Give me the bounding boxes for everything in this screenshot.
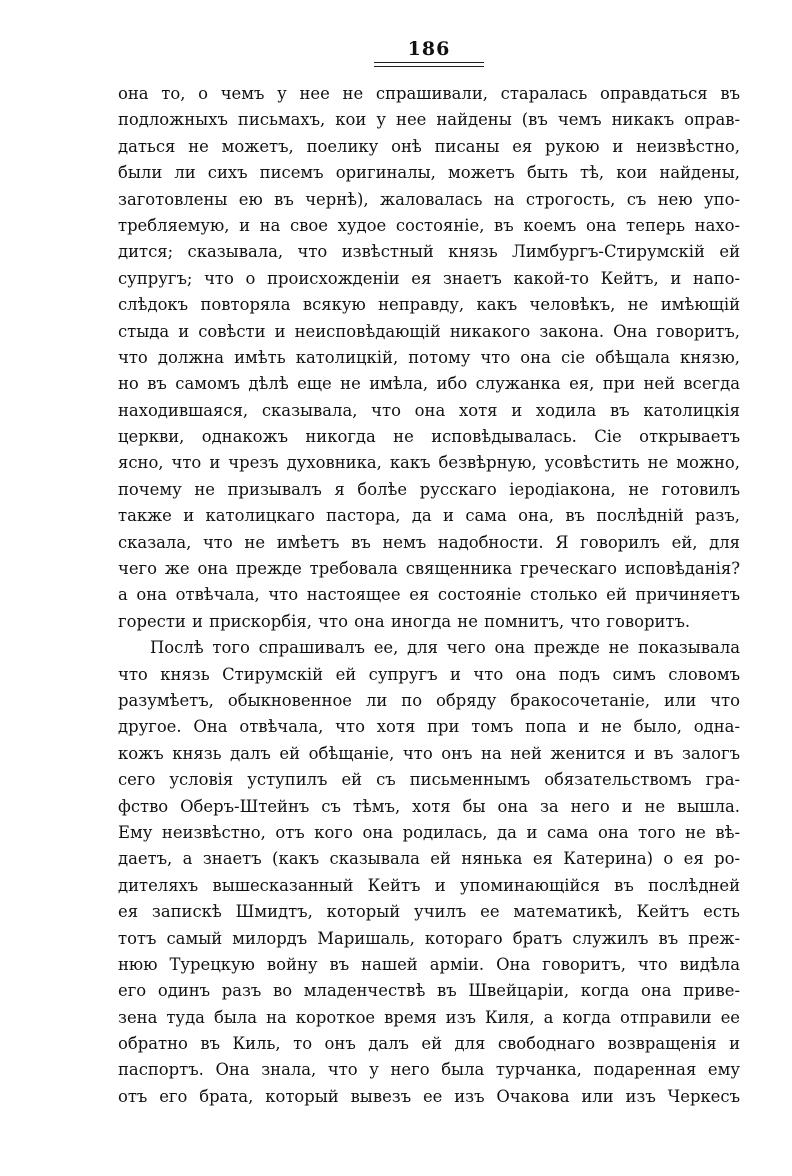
text-line: она то, о чемъ у нее не спрашивали, старалась оправдаться въ: [118, 84, 740, 103]
text-line: были ли сихъ писемъ оригиналы, можетъ быть тѣ, кои найдены,: [118, 163, 740, 183]
text-line: стыда и совѣсти и неисповѣдающій никакого закона. Она говоритъ,: [118, 321, 740, 341]
text-line: требляемую, и на свое худое состояніе, въ коемъ она теперь нахо-: [118, 215, 740, 235]
text-line: другое. Она отвѣчала, что хотя при томъ попа и не было, одна-: [118, 717, 740, 737]
text-line: слѣдокъ повторяла всякую неправду, какъ человѣкъ, не имѣющій: [118, 295, 740, 315]
text-line: почему не призывалъ я болѣе русскаго іеродіакона, не готовилъ: [118, 479, 740, 499]
text-line: даться не можетъ, поелику онѣ писаны ея рукою и неизвѣстно,: [118, 136, 740, 156]
body-text: [118, 81, 740, 1110]
text-line: дится; сказывала, что извѣстный князь Лимбургъ-Стирумскій ей: [118, 242, 740, 262]
text-line: также и католицкаго пастора, да и сама она, въ послѣдній разъ,: [118, 506, 740, 526]
text-line: Ему неизвѣстно, отъ кого она родилась, да и сама она того не вѣ-: [118, 822, 740, 842]
text-line: что князь Стирумскій ей супругъ и что она подъ симъ словомъ: [118, 664, 740, 684]
text-line: сказала, что не имѣетъ въ немъ надобности. Я говорилъ ей, для: [118, 532, 740, 552]
text-line: разумѣетъ, обыкновенное ли по обряду бракосочетаніе, или что: [118, 690, 740, 710]
text-line: ея запискѣ Шмидтъ, который училъ ее математикѣ, Кейтъ есть: [118, 902, 740, 922]
text-line: зена туда была на короткое время изъ Киля, а когда отправили ее: [118, 1007, 740, 1027]
text-line: сего условія уступилъ ей съ письменнымъ обязательствомъ гра-: [118, 770, 740, 790]
text-line: нюю Турецкую войну въ нашей арміи. Она говоритъ, что видѣла: [118, 954, 740, 974]
text-line: отъ его брата, который вывезъ ее изъ Очакова или изъ Черкесъ: [118, 1086, 740, 1106]
text-line: церкви, однакожъ никогда не исповѣдывалась. Сіе открываетъ: [118, 427, 740, 447]
text-line: супругъ; что о происхожденіи ея знаетъ какой-то Кейтъ, и напо-: [118, 268, 740, 288]
text-line: чего же она прежде требовала священника греческаго исповѣданія?: [118, 559, 740, 579]
text-line: подложныхъ письмахъ, кои у нее найдены (въ чемъ никакъ оправ-: [118, 110, 740, 130]
text-line: даетъ, а знаетъ (какъ сказывала ей нянька ея Катерина) о ея ро-: [118, 849, 740, 869]
text-line: его одинъ разъ во младенчествѣ въ Швейцаріи, когда она приве-: [118, 981, 740, 1001]
text-line: паспортъ. Она знала, что у него была турчанка, подаренная ему: [118, 1060, 740, 1080]
page-number: 186: [407, 38, 451, 60]
text-line: тотъ самый милордъ Маришаль, котораго братъ служилъ въ преж-: [118, 928, 740, 948]
text-line: но въ самомъ дѣлѣ еще не имѣла, ибо служанка ея, при ней всегда: [118, 374, 740, 394]
text-line: что должна имѣть католицкій, потому что она сіе обѣщала князю,: [118, 347, 740, 367]
text-line: заготовлены ею въ чернѣ), жаловалась на строгость, съ нею упо-: [118, 189, 740, 209]
text-line: дителяхъ вышесказанный Кейтъ и упоминающійся въ послѣдней: [118, 875, 740, 895]
text-line: кожъ князь далъ ей обѣщаніе, что онъ на ней женится и въ залогъ: [118, 743, 740, 763]
text-line: а она отвѣчала, что настоящее ея состояніе столько ей причиняетъ: [118, 585, 740, 605]
text-line: ясно, что и чрезъ духовника, какъ безвѣрную, усовѣстить не можно,: [118, 453, 740, 473]
text-line: Послѣ того спрашивалъ ее, для чего она прежде не показывала: [150, 638, 740, 658]
page-number-rule: [374, 62, 484, 67]
text-line: фство Оберъ-Штейнъ съ тѣмъ, хотя бы она за него и не вышла.: [118, 796, 740, 816]
text-line: обратно въ Киль, то онъ далъ ей для свободнаго возвращенія и: [118, 1034, 740, 1054]
text-line: горести и прискорбія, что она иногда не помнитъ, что говоритъ.: [118, 611, 691, 631]
text-line: находившаяся, сказывала, что она хотя и ходила въ католицкія: [118, 400, 740, 420]
